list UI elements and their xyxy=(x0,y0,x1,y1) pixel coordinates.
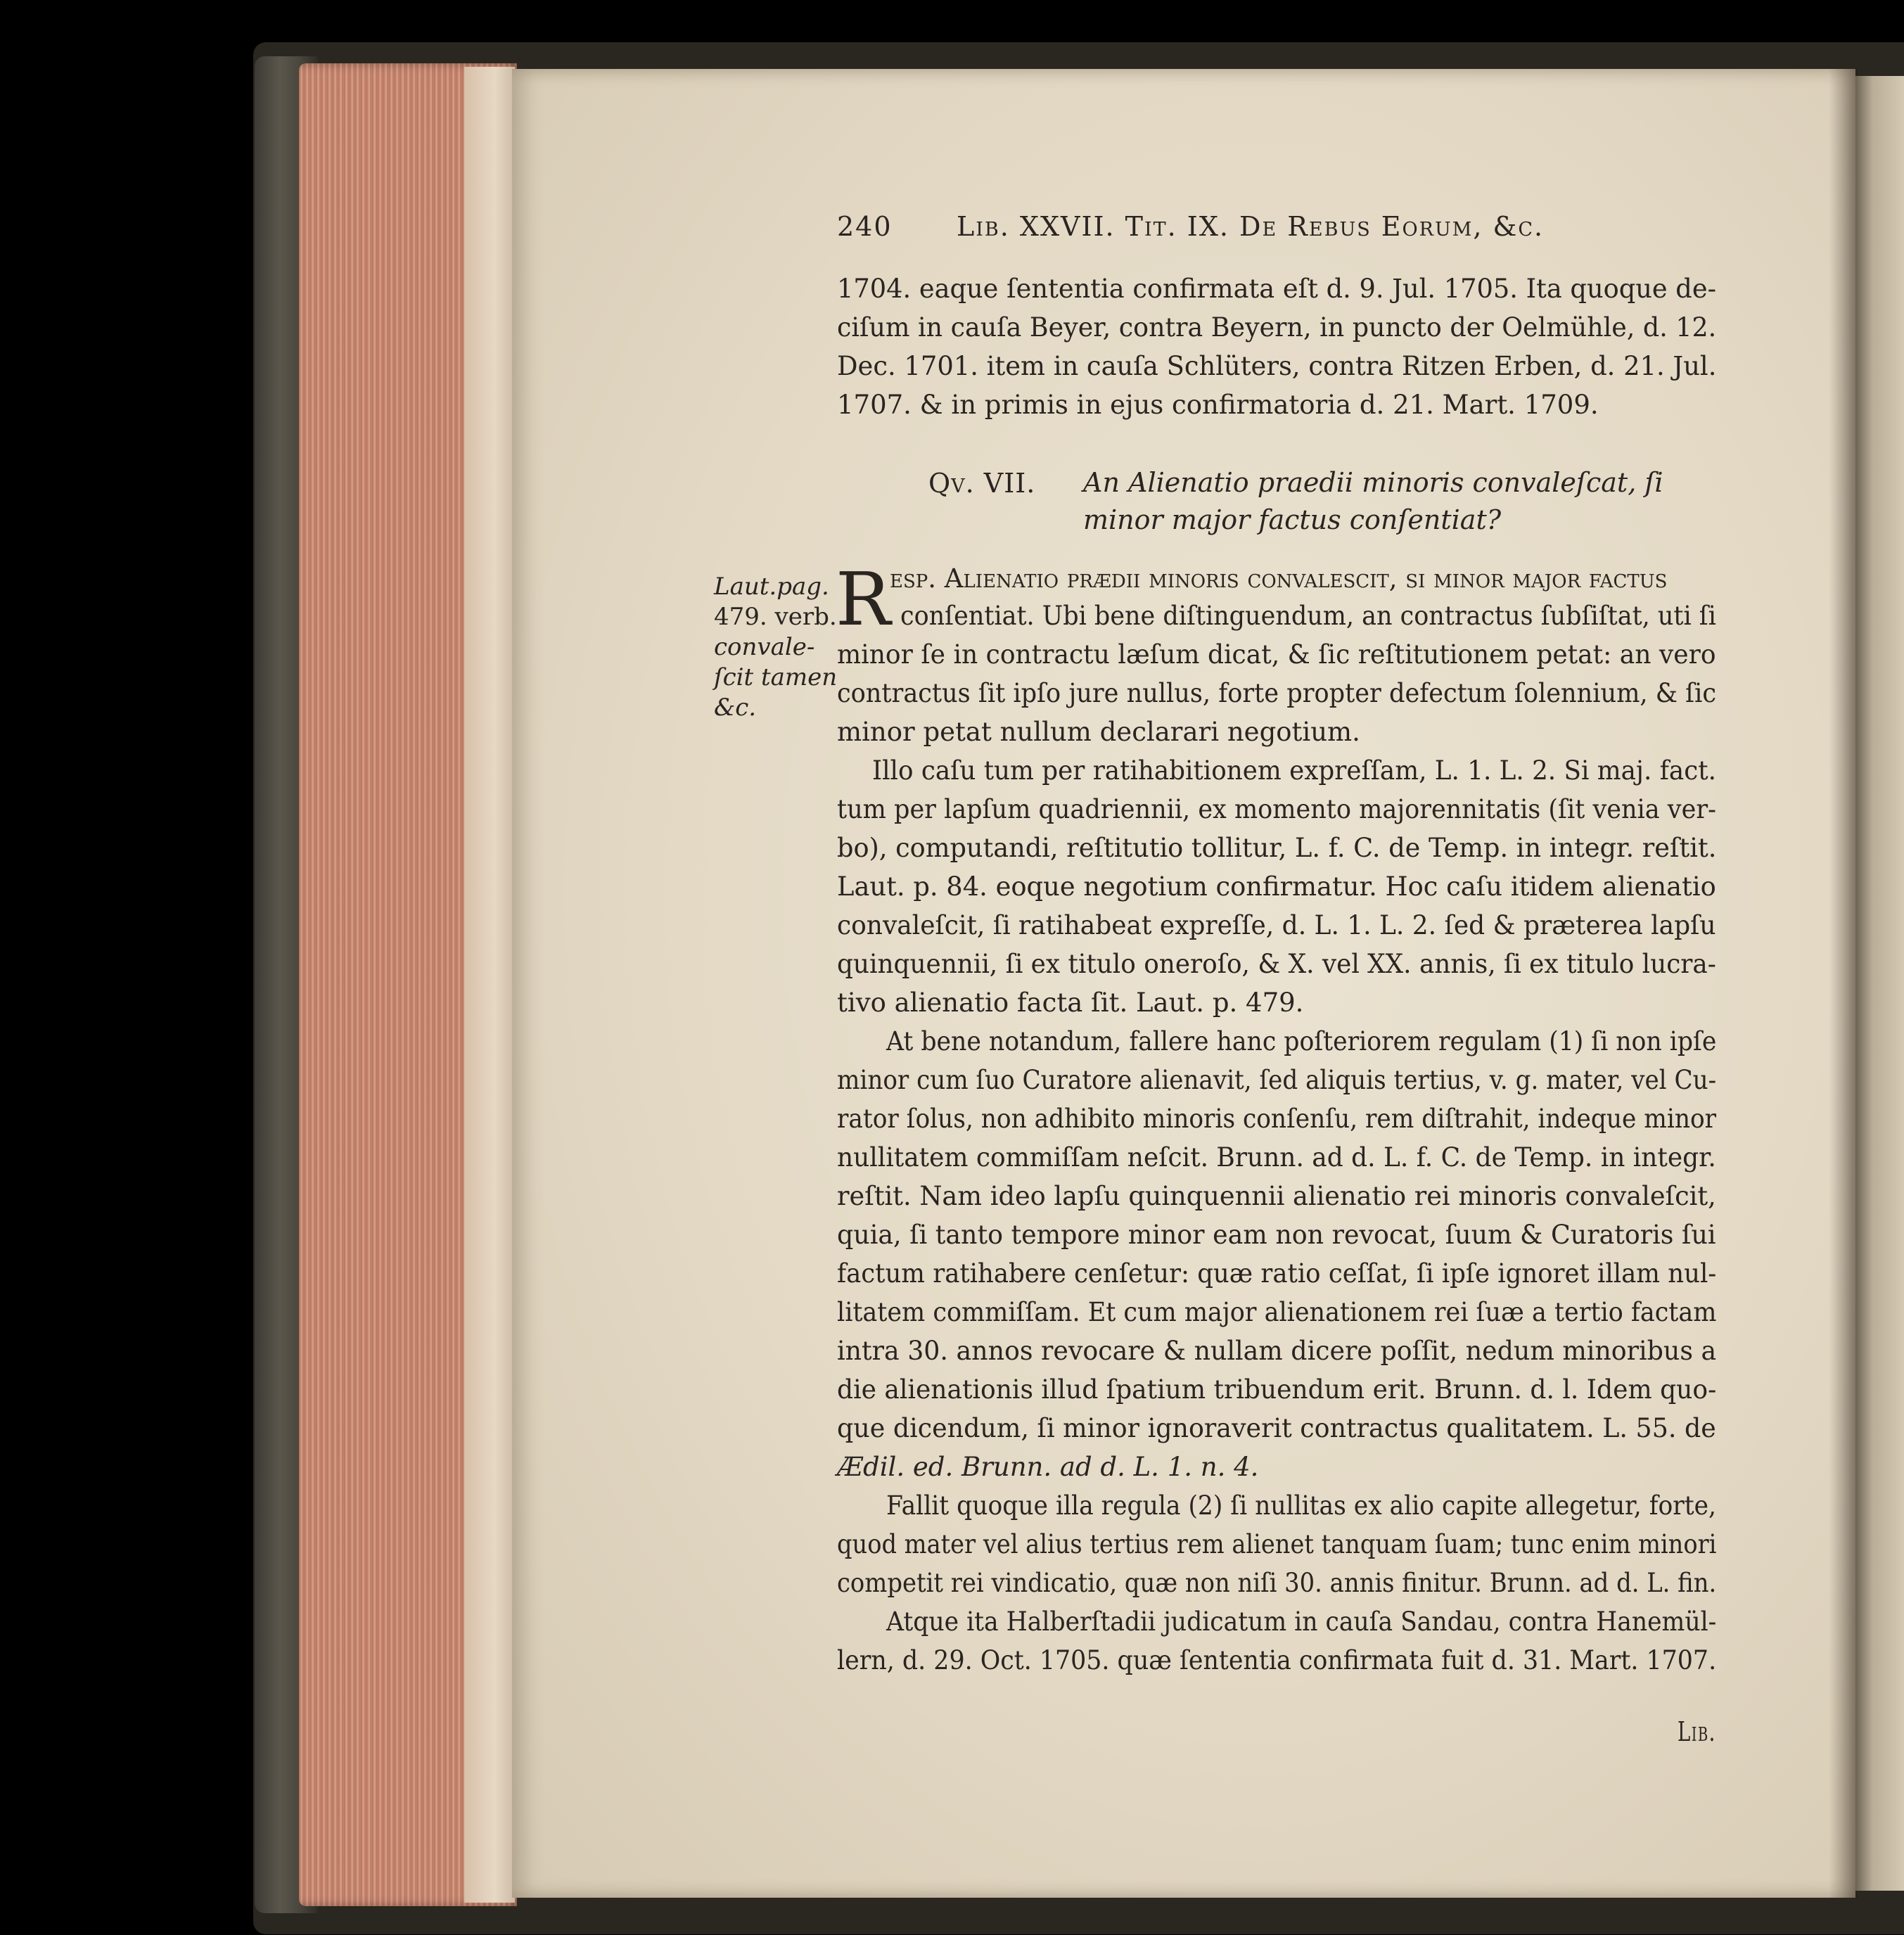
margin-note-line-3: convale- xyxy=(714,633,815,661)
intro-line-2: ciſum in cauſa Beyer, contra Beyern, in puncto der Oelmühle, d. 12. xyxy=(837,312,1717,343)
p4-line-2: lern, d. 29. Oct. 1705. quæ ſententia confirmata fuit d. 31. Mart. 1707. xyxy=(837,1645,1717,1675)
p2-line-9: intra 30. annos revocare & nullam dicere poſſit, nedum minoribus a xyxy=(837,1336,1717,1366)
margin-note-line-4: ſcit tamen xyxy=(714,663,838,691)
p1-line-4: Laut. p. 84. eoque negotium confirmatur. Hoc caſu itidem alienatio xyxy=(837,871,1716,902)
p2-line-4: nullitatem commiſſam neſcit. Brunn. ad d. L. f. C. de Temp. in integr. xyxy=(837,1142,1716,1173)
response-line-3: minor ſe in contractu læſum dicat, & ſic reſtitutionem petat: an vero xyxy=(837,639,1716,670)
p2-line-1: At bene notandum, fallere hanc poſteriorem regulam (1) ſi non ipſe xyxy=(886,1026,1717,1056)
running-title: Lib. XXVII. Tit. IX. De Rebus Eorum, &c. xyxy=(957,211,1545,242)
question-title-line-1: An Alienatio praedii minoris convaleſcat, ſi xyxy=(1083,467,1663,498)
facing-page-edge xyxy=(1855,76,1904,1891)
p2-line-8: litatem commiſſam. Et cum major alienationem rei ſuæ a tertio factam xyxy=(837,1297,1717,1327)
margin-note-line-2: 479. verb. xyxy=(714,603,837,631)
drop-cap: R xyxy=(836,556,891,642)
p2-line-2: minor cum ſuo Curatore alienavit, ſed aliquis tertius, v. g. mater, vel Cu- xyxy=(837,1065,1717,1095)
catchword: Lib. xyxy=(1678,1716,1716,1747)
intro-line-3: Dec. 1701. item in cauſa Schlüters, contra Ritzen Erben, d. 21. Jul. xyxy=(837,351,1717,381)
p1-line-2: tum per lapſum quadriennii, ex momento majorennitatis (ſit venia ver- xyxy=(837,794,1716,824)
question-title-line-2: minor major factus conſentiat? xyxy=(1083,504,1502,535)
page-number: 240 xyxy=(837,211,893,242)
p1-line-1: Illo caſu tum per ratihabitionem expreſſam, L. 1. L. 2. Si maj. fact. xyxy=(872,755,1716,786)
response-line-4: contractus ſit ipſo jure nullus, forte propter defectum ſolennium, & ſic xyxy=(837,678,1717,708)
p2-line-6: quia, ſi tanto tempore minor eam non revocat, ſuum & Curatoris ſui xyxy=(837,1220,1716,1250)
margin-note-line-5: &c. xyxy=(714,694,757,722)
question-label: Qv. VII. xyxy=(928,468,1036,499)
intro-line-1: 1704. eaque ſententia confirmata eſt d. 9. Jul. 1705. Ita quoque de- xyxy=(837,274,1716,304)
p3-line-2: quod mater vel alius tertius rem alienet tanquam ſuam; tunc enim minori xyxy=(837,1529,1717,1559)
p2-line-7: factum ratihabere cenſetur: quæ ratio ceſſat, ſi ipſe ignoret illam nul- xyxy=(837,1258,1717,1289)
p2-line-10: die alienationis illud ſpatium tribuendum erit. Brunn. d. l. Idem quo- xyxy=(837,1374,1717,1405)
p3-line-1: Fallit quoque illa regula (2) ſi nullitas ex alio capite allegetur, forte, xyxy=(886,1490,1717,1521)
p1-line-6: quinquennii, ſi ex titulo oneroſo, & X. vel XX. annis, ſi ex titulo lucra- xyxy=(837,949,1716,979)
p1-line-7: tivo alienatio facta ſit. Laut. p. 479. xyxy=(837,988,1304,1018)
p1-line-5: convaleſcit, ſi ratihabeat expreſſe, d. L. 1. L. 2. ſed & præterea lapſu xyxy=(837,910,1716,940)
response-line-2: conſentiat. Ubi bene diſtinguendum, an contractus ſubſiſtat, uti ſi xyxy=(900,601,1716,631)
p2-line-12: Ædil. ed. Brunn. ad d. L. 1. n. 4. xyxy=(837,1452,1259,1482)
gutter-shadow xyxy=(1829,69,1857,1898)
p2-line-3: rator ſolus, non adhibito minoris conſenſu, rem diſtrahit, indeque minor xyxy=(837,1104,1717,1134)
response-line-1: esp. Alienatio prædii minoris convaleſcit, ſi minor major factus xyxy=(890,563,1668,594)
page-edges-inner xyxy=(464,67,515,1903)
p2-line-5: reſtit. Nam ideo lapſu quinquennii alienatio rei minoris convaleſcit, xyxy=(837,1181,1716,1211)
p1-line-3: bo), computandi, reſtitutio tollitur, L. f. C. de Temp. in integr. reſtit. xyxy=(837,833,1717,863)
response-line-5: minor petat nullum declarari negotium. xyxy=(837,717,1360,747)
p2-line-11: que dicendum, ſi minor ignoraverit contractus qualitatem. L. 55. de xyxy=(837,1413,1716,1443)
intro-line-4: 1707. & in primis in ejus confirmatoria d. 21. Mart. 1709. xyxy=(837,390,1599,420)
margin-note-line-1: Laut.pag. xyxy=(714,573,829,601)
p4-line-1: Atque ita Halberſtadii judicatum in cauſa Sandau, contra Hanemül- xyxy=(886,1607,1717,1637)
p3-line-3: competit rei vindicatio, quæ non niſi 30. annis finitur. Brunn. ad d. L. fin. xyxy=(837,1568,1717,1598)
